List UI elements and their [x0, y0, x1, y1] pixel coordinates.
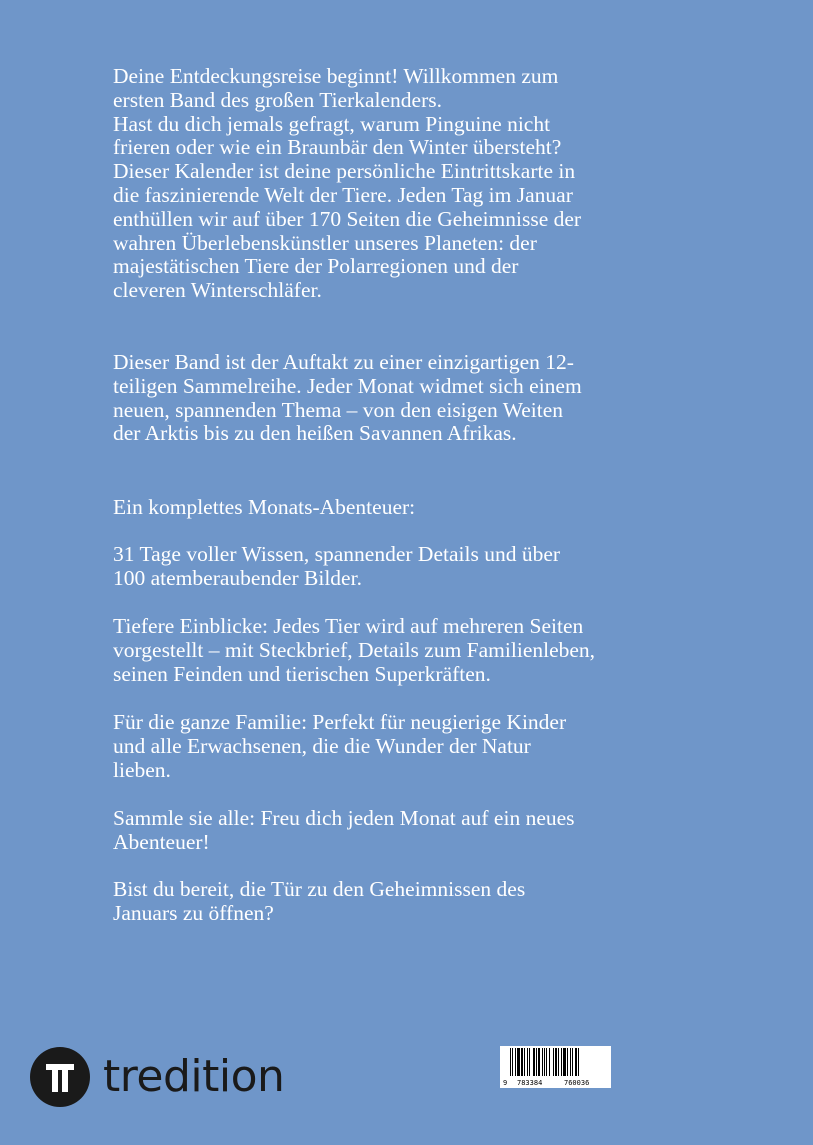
barcode-bar [533, 1048, 535, 1076]
barcode-bar [536, 1048, 537, 1076]
family-text: Für die ganze Familie: Perfekt für neugierige Kinder und alle Erwachsenen, die die Wunder der Natur lieben. [113, 710, 567, 782]
series-paragraph [113, 351, 713, 446]
intro-paragraph [113, 65, 713, 303]
publisher-name: tredition [103, 1051, 285, 1102]
barcode-lead-digit: 9 [503, 1079, 508, 1087]
barcode-bar [524, 1048, 525, 1076]
barcode-bar [570, 1048, 571, 1076]
barcode-bar [578, 1048, 579, 1076]
barcode-bar [567, 1048, 568, 1076]
family-paragraph [113, 711, 713, 782]
barcode-bar [561, 1048, 562, 1076]
barcode-bar [512, 1048, 513, 1076]
barcode-bar [521, 1048, 523, 1076]
days-paragraph [113, 543, 713, 591]
barcode-left-group: 783384 [517, 1079, 543, 1087]
barcode-bar [527, 1048, 528, 1076]
series-text: Dieser Band ist der Auftakt zu einer einzigartigen 12- teiligen Sammelreihe. Jeder Monat widmet sich einem neuen, spannenden Thema – von den eisigen Weiten der Arktis bis zu den heißen Savannen Afrikas. [113, 350, 582, 446]
publisher-logo [30, 1046, 284, 1108]
barcode-bar [572, 1048, 573, 1076]
barcode-bar [542, 1048, 543, 1076]
barcode-bar [553, 1048, 554, 1076]
barcode-bar [529, 1048, 530, 1076]
question-text: Bist du bereit, die Tür zu den Geheimnissen des Januars zu öffnen? [113, 877, 526, 925]
collect-text: Sammle sie alle: Freu dich jeden Monat auf ein neues Abenteuer! [113, 806, 575, 854]
barcode-bar [544, 1048, 545, 1076]
barcode-bar [549, 1048, 550, 1076]
insights-text: Tiefere Einblicke: Jedes Tier wird auf mehreren Seiten vorgestellt – mit Steckbrief, Details zum Familienleben, seinen Feinden und tierischen Superkräften. [113, 614, 596, 686]
barcode-bar [558, 1048, 559, 1076]
barcode-bar [563, 1048, 566, 1076]
barcode-bar [510, 1048, 511, 1076]
collect-paragraph [113, 807, 713, 855]
features-heading-text: Ein komplettes Monats-Abenteuer: [113, 495, 416, 519]
barcode-bar [538, 1048, 540, 1076]
barcode-right-group: 760036 [564, 1079, 590, 1087]
barcode-bar [517, 1048, 520, 1076]
features-heading [113, 496, 713, 520]
intro-text: Deine Entdeckungsreise beginnt! Willkommen zum ersten Band des großen Tierkalenders. Hast du dich jemals gefragt, warum Pinguine nicht frieren oder wie ein Braunbär den Winter übersteht? Dieser Kalender ist deine persönliche Eintrittskarte in die faszinierende Welt der Tiere. Jeden Tag im Januar enthüllen wir auf über 170 Seiten die Geheimnisse der wahren Überlebenskünstler unseres Planeten: der majestätischen Tiere der Polarregionen und der cleveren Winterschläfer. [113, 64, 582, 303]
question-paragraph [113, 878, 713, 926]
insights-paragraph [113, 615, 713, 686]
tredition-t-icon [30, 1047, 90, 1107]
barcode-bar [555, 1048, 557, 1076]
barcode-bar [515, 1048, 516, 1076]
isbn-barcode [500, 1046, 611, 1088]
barcode-bar [575, 1048, 577, 1076]
barcode-bar [546, 1048, 547, 1076]
days-text: 31 Tage voller Wissen, spannender Details und über 100 atemberaubender Bilder. [113, 542, 561, 590]
